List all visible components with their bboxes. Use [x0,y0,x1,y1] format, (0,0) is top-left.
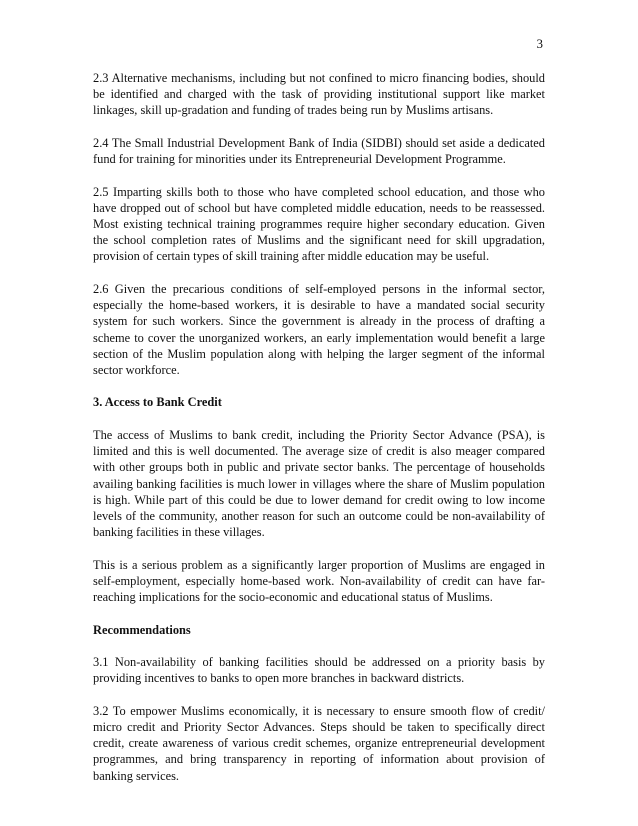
section-heading-recommendations: Recommendations [93,622,191,637]
paragraph-3-1: 3.1 Non-availability of banking facilities should be addressed on a priority basis by providing incentives to banks to open more branches in backward districts. [93,655,545,686]
page-number: 3 [536,36,543,51]
paragraph-3-2: 3.2 To empower Muslims economically, it is necessary to ensure smooth flow of credit/ micro credit and Priority Sector Advances. Steps should be taken to specifically direct credit, create awareness of various credit schemes, organize entrepreneurial development programmes, and bring transparency in reporting of information about provision of banking services. [93,703,545,783]
paragraph-2-5: 2.5 Imparting skills both to those who have completed school education, and those who have dropped out of school but have completed middle education, needs to be reassessed. Most existing technical training programmes require higher secondary education. Given the school completion rates of Muslims and the significant need for skill upgradation, provision of certain types of skill training after middle education may be useful. [93,184,545,264]
paragraph-2-4: 2.4 The Small Industrial Development Bank of India (SIDBI) should set aside a dedicated fund for training for minorities under its Entrepreneurial Development Programme. [93,135,545,167]
document-body [93,70,545,800]
paragraph-2-3: 2.3 Alternative mechanisms, including but not confined to micro financing bodies, should be identified and charged with the task of providing institutional support like market linkages, skill up-gradation and funding of trades being run by Muslims artisans. [93,71,545,118]
section-heading-bank-credit: 3. Access to Bank Credit [93,395,222,410]
paragraph-2-6: 2.6 Given the precarious conditions of self-employed persons in the informal sector, especially the home-based workers, it is desirable to have a mandated social security system for such workers. Since the government is already in the process of drafting a scheme to cover the unorganized workers, an early implementation would benefit a large section of the Muslim population along with helping the larger segment of the informal sector workforce. [93,281,545,377]
paragraph-bank-credit-access: The access of Muslims to bank credit, including the Priority Sector Advance (PSA), is limited and this is well documented. The average size of credit is also meager compared with other groups both in public and private sector banks. The percentage of households availing banking facilities is much lower in villages where the share of Muslim population is high. While part of this could be due to lower demand for credit owing to low income levels of the community, another reason for such an outcome could be non-availability of banking facilities in these villages. [93,427,545,540]
paragraph-serious-problem: This is a serious problem as a significantly larger proportion of Muslims are engaged in self-employment, especially home-based work. Non-availability of credit can have far-reaching implications for the socio-economic and educational status of Muslims. [93,557,545,605]
